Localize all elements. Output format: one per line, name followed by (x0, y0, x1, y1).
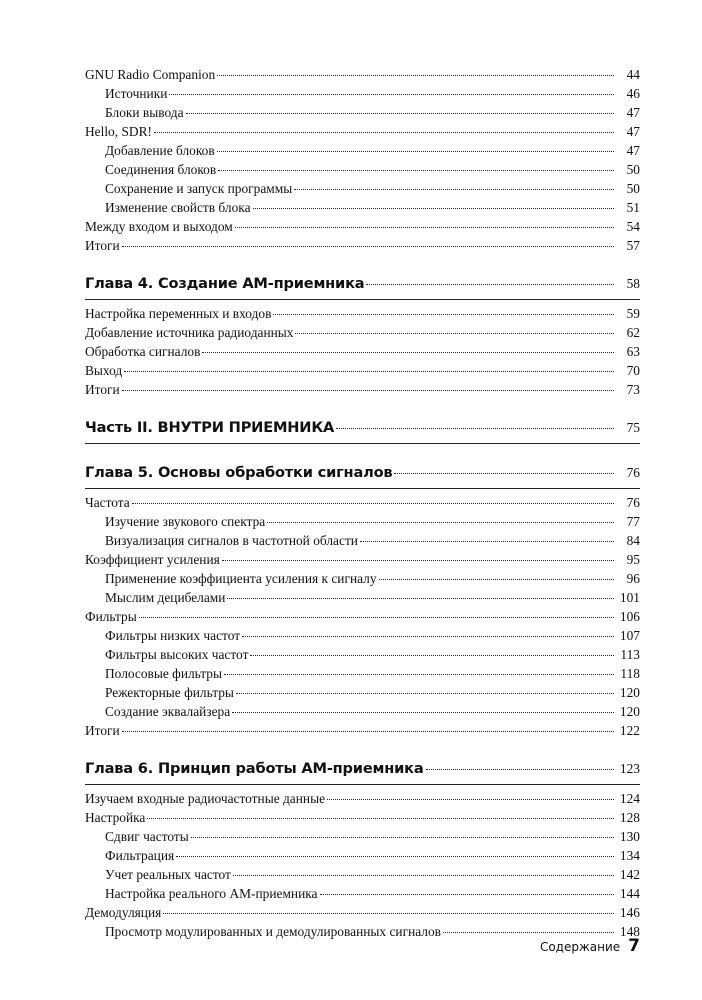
toc-page-number: 46 (626, 86, 640, 101)
toc-title: Изучаем входные радиочастотные данные (85, 791, 326, 806)
dot-leader (217, 72, 614, 76)
toc-page-number: 73 (626, 382, 640, 397)
toc-title: Изучение звукового спектра (105, 514, 266, 529)
dot-leader (250, 652, 614, 656)
toc-page-number: 120 (619, 704, 640, 719)
dot-leader (124, 368, 614, 372)
toc-page-number: 144 (619, 886, 640, 901)
toc-entry[interactable] (85, 607, 640, 626)
toc-title: Демодуляция (85, 905, 162, 920)
dot-leader (176, 853, 614, 857)
toc-page-number: 146 (619, 905, 640, 920)
toc-page-number: 134 (619, 848, 640, 863)
dot-leader (202, 349, 614, 353)
dot-leader (273, 311, 614, 315)
toc-entry[interactable] (85, 217, 640, 236)
toc-subentry[interactable] (85, 645, 640, 664)
toc-page-number: 122 (619, 723, 640, 738)
toc-title: Добавление блоков (105, 143, 215, 158)
toc-entry[interactable] (85, 65, 640, 84)
toc-entry[interactable] (85, 236, 640, 255)
dot-leader (139, 614, 614, 618)
toc-title: Глава 6. Принцип работы AM-приемника (85, 760, 424, 777)
dot-leader (394, 470, 614, 474)
toc-page-number: 120 (619, 685, 640, 700)
toc-page-number: 44 (626, 67, 640, 82)
toc-entry[interactable] (85, 342, 640, 361)
dot-leader (233, 872, 614, 876)
toc-page-number: 59 (626, 306, 640, 321)
table-of-contents (85, 65, 640, 941)
dot-leader (320, 891, 615, 895)
dot-leader (253, 205, 614, 209)
toc-title: Между входом и выходом (85, 219, 233, 234)
toc-entry[interactable] (85, 789, 640, 808)
toc-title: Коэффициент усиления (85, 552, 220, 567)
toc-entry[interactable] (85, 903, 640, 922)
toc-page-number: 128 (619, 810, 640, 825)
toc-page-number: 62 (626, 325, 640, 340)
toc-page-number: 107 (619, 628, 640, 643)
toc-title: Источники (105, 86, 168, 101)
toc-title: Визуализация сигналов в частотной области (105, 533, 358, 548)
dot-leader (132, 500, 614, 504)
dot-leader (222, 557, 614, 561)
toc-subentry[interactable] (85, 827, 640, 846)
toc-title: Фильтрация (105, 848, 175, 863)
toc-title: Соединения блоков (105, 162, 217, 177)
toc-page-number: 123 (619, 761, 640, 776)
toc-title: Сдвиг частоты (105, 829, 189, 844)
toc-page-number: 70 (626, 363, 640, 378)
toc-subentry[interactable] (85, 664, 640, 683)
toc-page-number: 142 (619, 867, 640, 882)
toc-subentry[interactable] (85, 141, 640, 160)
toc-title: Настройка (85, 810, 146, 825)
footer-section-label: Содержание (539, 940, 621, 954)
dot-leader (163, 910, 614, 914)
toc-page-number: 113 (620, 647, 640, 662)
dot-leader (217, 148, 614, 152)
toc-title: Сохранение и запуск программы (105, 181, 293, 196)
toc-subentry[interactable] (85, 569, 640, 588)
toc-subentry[interactable] (85, 531, 640, 550)
toc-page-number: 76 (626, 465, 640, 480)
dot-leader (122, 243, 614, 247)
toc-page-number: 118 (620, 666, 640, 681)
dot-leader (336, 425, 614, 429)
toc-subentry[interactable] (85, 702, 640, 721)
dot-leader (443, 929, 614, 933)
toc-subentry[interactable] (85, 160, 640, 179)
toc-page-number: 50 (626, 162, 640, 177)
toc-page-number: 75 (626, 420, 640, 435)
toc-entry[interactable] (85, 122, 640, 141)
section-spacer (85, 399, 640, 416)
toc-page-number: 77 (626, 514, 640, 529)
toc-page-number: 57 (626, 238, 640, 253)
toc-entry[interactable] (85, 721, 640, 740)
toc-page-number: 47 (626, 143, 640, 158)
toc-entry[interactable] (85, 493, 640, 512)
toc-title: Hello, SDR! (85, 124, 152, 139)
toc-chapter-heading[interactable] (85, 272, 640, 300)
dot-leader (294, 186, 614, 190)
toc-subentry[interactable] (85, 626, 640, 645)
toc-page-number: 47 (626, 124, 640, 139)
toc-subentry[interactable] (85, 865, 640, 884)
toc-entry[interactable] (85, 550, 640, 569)
dot-leader (186, 110, 614, 114)
toc-page-number: 95 (626, 552, 640, 567)
dot-leader (122, 387, 614, 391)
dot-leader (218, 167, 614, 171)
toc-page-number: 84 (626, 533, 640, 548)
toc-title: Итоги (85, 723, 120, 738)
toc-subentry[interactable] (85, 588, 640, 607)
dot-leader (154, 129, 614, 133)
footer-page-number: 7 (628, 936, 640, 956)
toc-title: Режекторные фильтры (105, 685, 234, 700)
toc-subentry[interactable] (85, 198, 640, 217)
toc-page-number: 124 (619, 791, 640, 806)
toc-title: Настройка реального AM-приемника (105, 886, 318, 901)
toc-title: Блоки вывода (105, 105, 184, 120)
toc-title: Просмотр модулированных и демодулированных сигналов (105, 924, 441, 939)
page-footer (540, 936, 640, 956)
toc-title: Фильтры низких частот (105, 628, 241, 643)
toc-title: Итоги (85, 382, 120, 397)
toc-title: Часть II. ВНУТРИ ПРИЕМНИКА (85, 419, 335, 436)
dot-leader (295, 330, 614, 334)
toc-page-number: 106 (619, 609, 640, 624)
toc-page-number: 96 (626, 571, 640, 586)
dot-leader (327, 796, 614, 800)
toc-page-number: 101 (619, 590, 640, 605)
dot-leader (227, 595, 614, 599)
toc-entry[interactable] (85, 808, 640, 827)
toc-subentry[interactable] (85, 683, 640, 702)
toc-title: GNU Radio Companion (85, 67, 216, 82)
dot-leader (426, 766, 614, 770)
toc-entry[interactable] (85, 380, 640, 399)
dot-leader (169, 91, 614, 95)
dot-leader (267, 519, 614, 523)
toc-entry[interactable] (85, 323, 640, 342)
toc-subentry[interactable] (85, 884, 640, 903)
toc-entry[interactable] (85, 361, 640, 380)
toc-page-number: 76 (626, 495, 640, 510)
toc-subentry[interactable] (85, 103, 640, 122)
toc-title: Частота (85, 495, 130, 510)
dot-leader (147, 815, 614, 819)
toc-title: Применение коэффициента усиления к сигналу (105, 571, 377, 586)
toc-title: Глава 5. Основы обработки сигналов (85, 464, 393, 481)
toc-part-heading[interactable] (85, 416, 640, 444)
toc-title: Итоги (85, 238, 120, 253)
section-spacer (85, 740, 640, 757)
dot-leader (366, 281, 614, 285)
toc-page-number: 130 (619, 829, 640, 844)
toc-subentry[interactable] (85, 512, 640, 531)
toc-title: Обработка сигналов (85, 344, 201, 359)
dot-leader (379, 576, 614, 580)
toc-title: Фильтры (85, 609, 137, 624)
dot-leader (242, 633, 614, 637)
toc-page-number: 51 (626, 200, 640, 215)
toc-title: Изменение свойств блока (105, 200, 251, 215)
toc-entry[interactable] (85, 304, 640, 323)
toc-subentry[interactable] (85, 84, 640, 103)
dot-leader (191, 834, 614, 838)
dot-leader (236, 690, 614, 694)
toc-page-number: 50 (626, 181, 640, 196)
toc-page-number: 148 (619, 924, 640, 939)
toc-title: Глава 4. Создание AM-приемника (85, 275, 365, 292)
toc-title: Добавление источника радиоданных (85, 325, 294, 340)
dot-leader (122, 728, 614, 732)
toc-title: Выход (85, 363, 123, 378)
toc-chapter-heading[interactable] (85, 757, 640, 785)
toc-title: Фильтры высоких частот (105, 647, 249, 662)
toc-title: Создание эквалайзера (105, 704, 231, 719)
toc-title: Учет реальных частот (105, 867, 231, 882)
toc-subentry[interactable] (85, 179, 640, 198)
toc-page-number: 58 (626, 276, 640, 291)
toc-page-number: 47 (626, 105, 640, 120)
dot-leader (232, 709, 614, 713)
toc-subentry[interactable] (85, 846, 640, 865)
toc-title: Настройка переменных и входов (85, 306, 272, 321)
toc-page-number: 63 (626, 344, 640, 359)
dot-leader (235, 224, 614, 228)
toc-page-number: 54 (626, 219, 640, 234)
dot-leader (360, 538, 614, 542)
section-spacer (85, 255, 640, 272)
dot-leader (224, 671, 614, 675)
toc-chapter-heading[interactable] (85, 461, 640, 489)
toc-title: Мыслим децибелами (105, 590, 226, 605)
section-spacer (85, 448, 640, 461)
toc-title: Полосовые фильтры (105, 666, 222, 681)
